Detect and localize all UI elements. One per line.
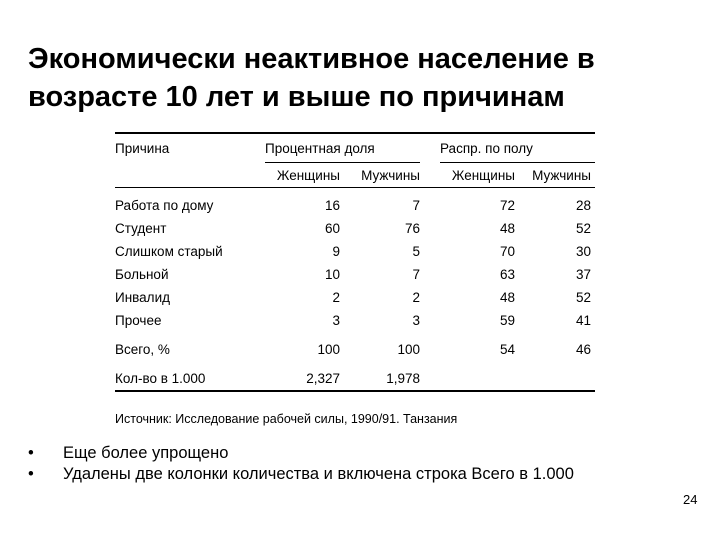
data-table [115,132,595,392]
cell-sex-men: 52 [575,290,591,305]
table-row [115,286,595,309]
cell-sex-men: 52 [575,221,591,236]
header-women-sex: Женщины [440,163,515,188]
cell-sex-women: 54 [499,342,515,357]
table-row [115,217,595,240]
cell-pct-women: 60 [324,221,340,236]
cell-sex-men: 37 [575,267,591,282]
cell-sex-women: 70 [499,244,515,259]
cell-pct-men: 76 [404,221,420,236]
data-table-container [115,132,595,392]
table-row [115,263,595,286]
page-number: 24 [683,492,698,507]
slide-title: Экономически неактивное население в возрасте 10 лет и выше по причинам [28,43,595,113]
table-row-count [115,367,595,391]
source-note: Источник: Исследование рабочей силы, 1990/91. Танзания [115,412,458,426]
cell-count-women: 2,327 [265,367,340,391]
cell-sex-men: 41 [575,313,591,328]
cell-sex-women: 48 [499,221,515,236]
cell-pct-men: 3 [412,313,420,328]
bullet-dot-icon: • [28,444,34,462]
cell-sex-men: 46 [575,342,591,357]
bullet-list [28,443,623,485]
header-men-sex: Мужчины [515,163,595,188]
cell-reason: Всего, % [115,342,170,357]
cell-pct-men: 7 [412,267,420,282]
cell-reason: Больной [115,267,169,282]
cell-reason: Работа по дому [115,198,214,213]
cell-pct-men: 5 [412,244,420,259]
cell-reason: Студент [115,221,167,236]
cell-pct-men: 7 [412,198,420,213]
bullet-dot-icon: • [28,465,34,483]
cell-count-men: 1,978 [340,367,420,391]
cell-pct-women: 2 [332,290,340,305]
header-reason: Причина [115,133,265,163]
table-row [115,309,595,332]
cell-pct-women: 100 [317,342,340,357]
bullet-text: Еще более упрощено [63,444,229,462]
header-men-pct: Мужчины [340,163,420,188]
cell-sex-women: 48 [499,290,515,305]
cell-pct-women: 10 [324,267,340,282]
cell-sex-women: 72 [499,198,515,213]
cell-pct-men: 100 [397,342,420,357]
table-row [115,240,595,263]
bullet-text: Удалены две колонки количества и включена строка Всего в 1.000 [63,465,574,483]
table-row [115,194,595,217]
cell-sex-women: 59 [499,313,515,328]
bullet-item [28,443,623,464]
cell-reason: Инвалид [115,290,170,305]
cell-reason: Прочее [115,313,162,328]
cell-sex-men: 28 [575,198,591,213]
cell-pct-women: 16 [324,198,340,213]
cell-sex-men: 30 [575,244,591,259]
bullet-item [28,464,623,485]
cell-pct-women: 3 [332,313,340,328]
cell-pct-men: 2 [412,290,420,305]
cell-sex-women: 63 [499,267,515,282]
table-row-total [115,338,595,361]
header-women-pct: Женщины [265,163,340,188]
header-group-percent: Процентная доля [265,133,420,163]
header-group-sex: Распр. по полу [440,133,595,163]
cell-reason: Слишком старый [115,244,223,259]
cell-pct-women: 9 [332,244,340,259]
cell-reason: Кол-во в 1.000 [115,367,265,391]
